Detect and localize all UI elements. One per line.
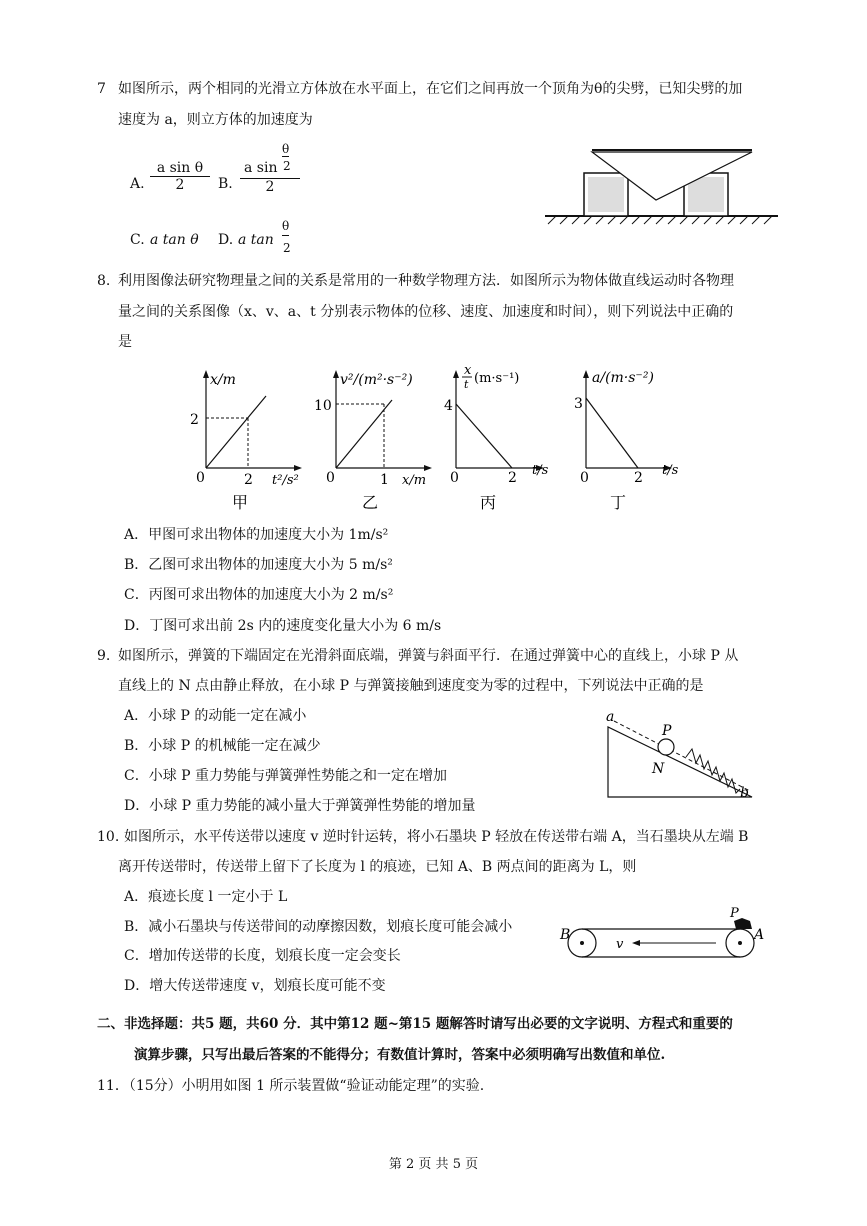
q7-optB-num-prefix: a sin (244, 160, 278, 176)
yi-ytick: 10 (314, 398, 332, 414)
q8-graph-ding (570, 362, 700, 512)
q9-label-N: N (652, 761, 665, 777)
q7-optB-num (240, 142, 300, 179)
jia-name: 甲 (232, 493, 249, 512)
bing-line (456, 404, 512, 468)
q10-label-P: P (730, 906, 739, 921)
bing-name: 丙 (480, 493, 497, 512)
bing-ylabel-unit: (m·s⁻¹) (474, 371, 520, 386)
ding-name: 丁 (610, 493, 627, 512)
q7-optA-label: A. (130, 176, 145, 192)
q10-label-A: A (754, 927, 765, 943)
q7-optD-prefix: a tan (238, 232, 274, 248)
q7-optA-num: a sin θ (150, 160, 210, 177)
q7-optC-label: C. (130, 232, 145, 248)
jia-x-arrow (294, 465, 302, 471)
q7-optC-text: a tan θ (150, 232, 199, 248)
yi-ylabel: v²/(m²·s⁻²) (340, 372, 413, 388)
q10-conveyor-figure (556, 905, 771, 975)
q9-optC: C．小球 P 重力势能与弹簧弹性势能之和一定在增加 (124, 768, 448, 784)
jia-ytick: 2 (190, 412, 199, 428)
jia-xtick: 2 (244, 472, 253, 488)
q9-line2: 直线上的 N 点由静止释放，在小球 P 与弹簧接触到速度变为零的过程中，下列说法中正确的是 (118, 678, 704, 694)
jia-xlabel: t²/s² (272, 473, 299, 488)
q9-optD: D．小球 P 重力势能的减小量大于弹簧弹性势能的增加量 (124, 798, 476, 814)
yi-xtick: 1 (380, 472, 389, 488)
q9-optA: A．小球 P 的动能一定在减小 (124, 708, 307, 724)
q7-optB-den: 2 (265, 179, 275, 195)
q7-optA-fraction (150, 160, 210, 193)
bing-origin: 0 (450, 470, 459, 486)
bing-ylabel-den: t (464, 378, 469, 391)
yi-origin: 0 (326, 470, 335, 486)
yi-x-arrow (424, 465, 432, 471)
ding-ylabel: a/(m·s⁻²) (592, 370, 654, 386)
q7-right-cube-shade (688, 177, 724, 212)
q7-optD-theta: θ (282, 217, 289, 236)
jia-ylabel: x/m (210, 372, 236, 388)
bing-xtick: 2 (508, 470, 517, 486)
q7-optD-label: D. (218, 232, 234, 248)
q9-line1: 如图所示，弹簧的下端固定在光滑斜面底端，弹簧与斜面平行．在通过弹簧中心的直线上，小球 P 从 (118, 648, 739, 664)
q9-optB: B．小球 P 的机械能一定在减少 (124, 738, 321, 754)
q7-optD-two: 2 (283, 241, 291, 255)
q7-line2: 速度为 a，则立方体的加速度为 (118, 112, 313, 128)
yi-name: 乙 (362, 493, 379, 512)
ding-ytick: 3 (574, 396, 583, 412)
ding-xlabel: t/s (662, 463, 679, 478)
q8-line1: 利用图像法研究物理量之间的关系是常用的一种数学物理方法．如图所示为物体做直线运动时各物理 (118, 273, 734, 289)
ding-origin: 0 (580, 470, 589, 486)
q10-label-v: v (616, 937, 624, 952)
q8-graph-bing (440, 362, 570, 512)
q10-optC: C．增加传送带的长度，划痕长度一定会变长 (124, 948, 401, 964)
q7-wedge-figure (540, 140, 780, 230)
q7-optB-theta: θ (282, 142, 290, 156)
ding-line (586, 398, 638, 468)
yi-xlabel: x/m (402, 473, 427, 488)
q10-optD: D．增大传送带速度 v，划痕长度可能不变 (124, 978, 386, 994)
q10-line2: 离开传送带时，传送带上留下了长度为 l 的痕迹，已知 A、B 两点间的距离为 L，则 (118, 859, 637, 875)
q7-optB-fraction (240, 142, 300, 195)
page-footer: 第 2 页 共 5 页 (388, 1157, 479, 1172)
q7-line1: 如图所示，两个相同的光滑立方体放在水平面上，在它们之间再放一个顶角为θ的尖劈，已知尖劈的加 (118, 81, 743, 97)
q8-line2: 量之间的关系图像（x、v、a、t 分别表示物体的位移、速度、加速度和时间），则下列说法中正确的 (118, 304, 734, 320)
q9-label-b: b (740, 785, 749, 801)
q10-line1: 如图所示，水平传送带以速度 v 逆时针运转，将小石墨块 P 轻放在传送带右端 A，当石墨块从左端 B (124, 829, 749, 845)
q7-optB-label: B. (218, 176, 233, 192)
q8-graph-jia (180, 362, 310, 512)
q7-optB-two: 2 (283, 159, 291, 173)
q9-label-P: P (662, 723, 672, 739)
q7-optA-den: 2 (175, 177, 185, 193)
jia-y-arrow (203, 370, 209, 378)
yi-y-arrow (333, 370, 339, 378)
section2-line1: 二、非选择题：共5 题，共60 分．其中第12 题~第15 题解答时请写出必要的文字说明、方程式和重要的 (97, 1016, 733, 1032)
section2-line2: 演算步骤，只写出最后答案的不能得分；有数值计算时，答案中必须明确写出数值和单位. (134, 1047, 666, 1063)
q9-number: 9. (97, 648, 111, 664)
q8-number: 8. (97, 273, 111, 289)
q8-optC: C．丙图可求出物体的加速度大小为 2 m/s² (124, 587, 394, 603)
q8-optD: D．丁图可求出前 2s 内的速度变化量大小为 6 m/s (124, 618, 442, 634)
jia-origin: 0 (196, 470, 205, 486)
q9-incline-figure (600, 705, 760, 805)
q9-label-a: a (606, 709, 615, 725)
q8-line3: 是 (118, 334, 132, 350)
q7-number: 7 (97, 81, 106, 97)
q8-optB: B．乙图可求出物体的加速度大小为 5 m/s² (124, 557, 393, 573)
q10-velocity-arrowhead (632, 940, 640, 946)
q10-optA: A．痕迹长度 l 一定小于 L (124, 889, 288, 905)
bing-y-arrow (453, 370, 459, 378)
q7-left-cube-shade (588, 177, 624, 212)
q10-label-B: B (560, 927, 571, 943)
ding-y-arrow (583, 370, 589, 378)
q8-optA: A．甲图可求出物体的加速度大小为 1m/s² (124, 527, 389, 543)
bing-ylabel-num: x (464, 363, 472, 378)
q10-right-roller-center (738, 941, 742, 945)
bing-ytick: 4 (444, 398, 453, 414)
q9-ball (658, 739, 674, 755)
q11-line1: 11．（15分）小明用如图 1 所示装置做“验证动能定理”的实验. (97, 1078, 485, 1094)
ding-xtick: 2 (634, 470, 643, 486)
q7-ground-hatch (548, 216, 772, 224)
q10-left-roller-center (580, 941, 584, 945)
q9-incline (608, 727, 752, 797)
q8-graph-yi (310, 362, 440, 512)
bing-xlabel: t/s (532, 463, 549, 478)
jia-line (206, 396, 266, 468)
q10-optB: B．减小石墨块与传送带间的动摩擦因数，划痕长度可能会减小 (124, 919, 513, 935)
q10-number: 10. (97, 829, 120, 845)
